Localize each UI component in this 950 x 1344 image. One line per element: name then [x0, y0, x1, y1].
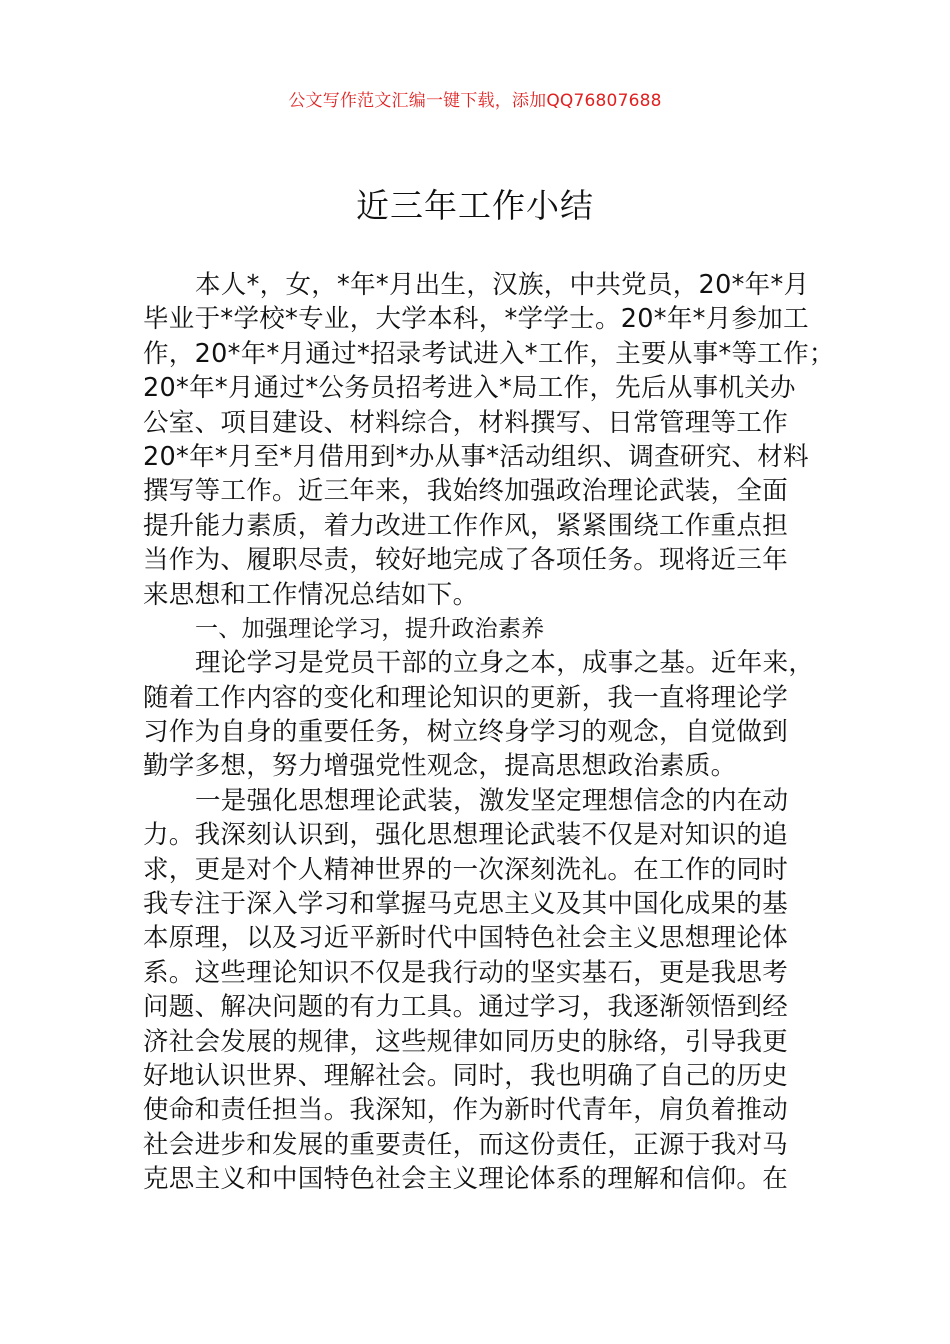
- paragraph-line: 当作为、履职尽责，较好地完成了各项任务。现将近三年: [143, 545, 789, 576]
- paragraph-line: 20*年*月至*月借用到*办从事*活动组织、调查研究、材料: [143, 441, 809, 472]
- paragraph-line: 力。我深刻认识到，强化思想理论武装不仅是对知识的追: [143, 820, 789, 851]
- paragraph-line: 本人*，女，*年*月出生，汉族，中共党员，20*年*月: [195, 270, 810, 300]
- paragraph-line: 一是强化思想理论武装，激发坚定理想信念的内在动: [195, 785, 789, 816]
- paragraph-line: 社会进步和发展的重要责任，而这份责任，正源于我对马: [143, 1129, 789, 1160]
- paragraph-line: 来思想和工作情况总结如下。: [143, 579, 479, 610]
- paragraph-line: 随着工作内容的变化和理论知识的更新，我一直将理论学: [143, 682, 789, 713]
- paragraph-line: 问题、解决问题的有力工具。通过学习，我逐渐领悟到经: [143, 992, 789, 1023]
- paragraph-line: 克思主义和中国特色社会主义理论体系的理解和信仰。在: [143, 1164, 789, 1195]
- section-heading: 一、加强理论学习，提升政治素养: [195, 615, 545, 642]
- document-body: [143, 268, 843, 1197]
- paragraph-line: 20*年*月通过*公务员招考进入*局工作，先后从事机关办: [143, 373, 796, 404]
- paragraph-line: 济社会发展的规律，这些规律如同历史的脉络，引导我更: [143, 1026, 789, 1057]
- paragraph-line: 公室、项目建设、材料综合，材料撰写、日常管理等工作: [143, 407, 789, 438]
- document-title: 近三年工作小结: [356, 186, 594, 225]
- paragraph-line: 使命和责任担当。我深知，作为新时代青年，肩负着推动: [143, 1095, 789, 1126]
- paragraph-line: 提升能力素质，着力改进工作作风，紧紧围绕工作重点担: [143, 510, 789, 541]
- paragraph-line: 习作为自身的重要任务，树立终身学习的观念，自觉做到: [143, 717, 789, 748]
- paragraph-line: 作，20*年*月通过*招录考试进入*工作，主要从事*等工作；: [143, 338, 835, 369]
- paragraph-line: 本原理，以及习近平新时代中国特色社会主义思想理论体: [143, 923, 789, 954]
- paragraph-line: 系。这些理论知识不仅是我行动的坚实基石，更是我思考: [143, 957, 789, 988]
- paragraph-line: 求，更是对个人精神世界的一次深刻洗礼。在工作的同时: [143, 854, 789, 885]
- paragraph-line: 勤学多想，努力增强党性观念，提高思想政治素质。: [143, 751, 737, 782]
- paragraph-line: 撰写等工作。近三年来，我始终加强政治理论武装，全面: [143, 476, 789, 507]
- paragraph-line: 理论学习是党员干部的立身之本，成事之基。近年来，: [195, 648, 815, 679]
- paragraph-line: 好地认识世界、理解社会。同时，我也明确了自己的历史: [143, 1060, 789, 1091]
- paragraph-line: 我专注于深入学习和掌握马克思主义及其中国化成果的基: [143, 889, 789, 920]
- paragraph-line: 毕业于*学校*专业，大学本科，*学学士。20*年*月参加工: [143, 304, 809, 335]
- download-watermark-text: 公文写作范文汇编一键下载，添加QQ76807688: [288, 91, 662, 111]
